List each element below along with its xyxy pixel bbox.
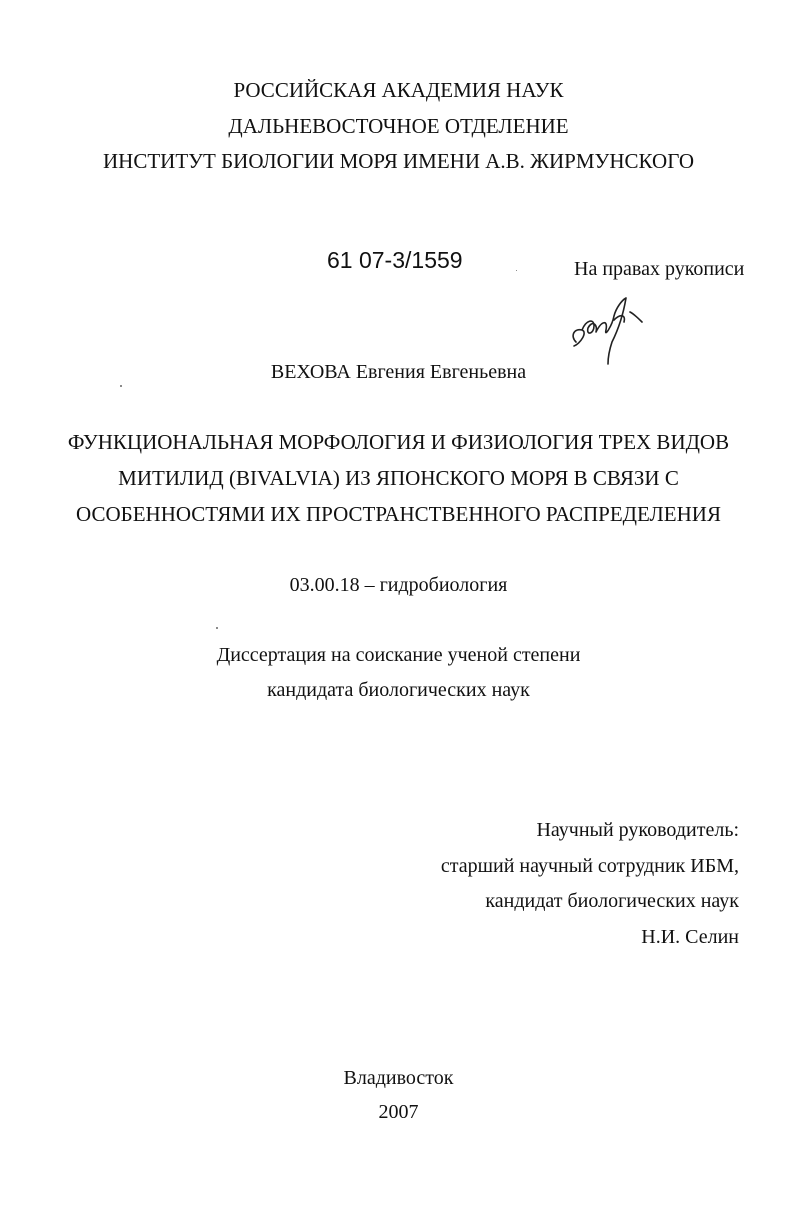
title-line-1: ФУНКЦИОНАЛЬНАЯ МОРФОЛОГИЯ И ФИЗИОЛОГИЯ ТРЕХ ВИДОВ [67, 430, 730, 454]
degree-line-2: кандидата биологических наук [267, 679, 530, 701]
archive-stamp-number: 61 07-3/1559 [327, 247, 463, 273]
degree-line-1: Диссертация на соискание ученой степени [216, 644, 581, 666]
title-line-3: ОСОБЕННОСТЯМИ ИХ ПРОСТРАНСТВЕННОГО РАСПРЕДЕЛЕНИЯ [76, 502, 721, 526]
branch-name: ДАЛЬНЕВОСТОЧНОЕ ОТДЕЛЕНИЕ [228, 114, 569, 138]
supervisor-name: Н.И. Селин [641, 926, 739, 948]
institute-name: ИНСТИТУТ БИОЛОГИИ МОРЯ ИМЕНИ А.В. ЖИРМУНСКОГО [102, 149, 694, 173]
title-line-2: МИТИЛИД (BIVALVIA) ИЗ ЯПОНСКОГО МОРЯ В СВЯЗИ С [118, 466, 679, 490]
scan-speck [516, 270, 517, 271]
supervisor-heading: Научный руководитель: [536, 819, 739, 841]
footer-year: 2007 [378, 1101, 419, 1123]
scan-speck [216, 627, 218, 629]
signature-icon [568, 290, 658, 370]
scan-speck [120, 385, 122, 387]
footer-city: Владивосток [343, 1067, 454, 1089]
academy-name: РОССИЙСКАЯ АКАДЕМИЯ НАУК [233, 78, 564, 102]
specialty-code: 03.00.18 – гидробиология [289, 574, 508, 596]
manuscript-note: На правах рукописи [574, 258, 745, 280]
author-name: ВЕХОВА Евгения Евгеньевна [270, 361, 527, 383]
supervisor-degree: кандидат биологических наук [485, 890, 739, 912]
supervisor-position: старший научный сотрудник ИБМ, [440, 855, 739, 877]
